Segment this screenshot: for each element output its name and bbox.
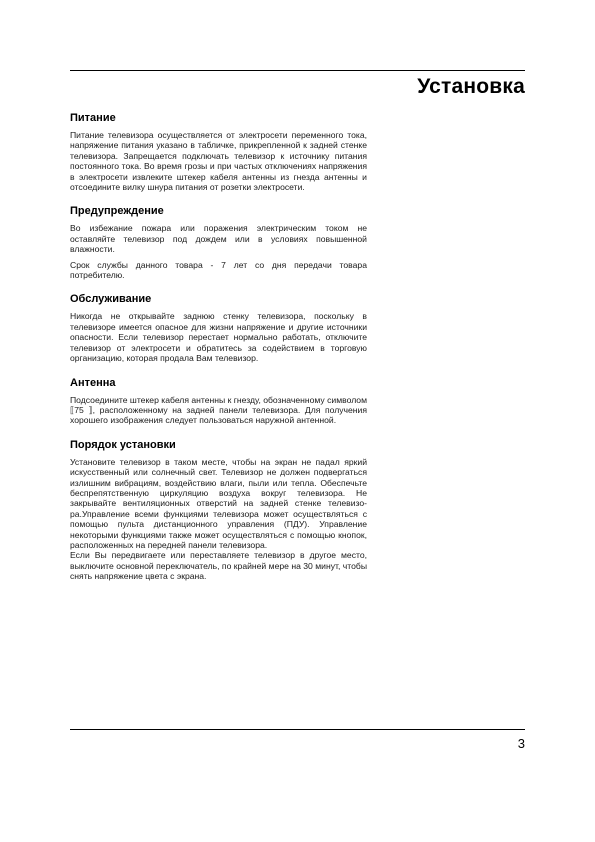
section-paragraph: Срок службы данного товара - 7 лет со дня передачи товара потребителю. <box>70 259 367 281</box>
page-number: 3 <box>517 736 525 751</box>
section-heading: Порядок установки <box>70 438 176 451</box>
section-heading: Обслуживание <box>70 293 152 306</box>
section-maintenance <box>70 293 367 363</box>
section-paragraph: Никогда не открывайте заднюю стенку телевизора, поскольку в телевизоре имеется опасное для жизни напряжение и другие источники опасности. Если телевизор перестает нормально работать, отключите телевизор от электросети и обратитесь за содействием в торговую организацию, которая продала Вам телевизор. <box>70 311 367 364</box>
title-rule <box>70 70 525 103</box>
section-paragraph: Установите телевизор в таком месте, чтобы на экран не падал яркий искусственный или солнечный свет. Телевизор не должен подвергаться излишним вибрациям, воздействию влаги, пыли или тепла. Обеспечьте беспрепятственную циркуляцию воздуха вокруг телевизора. Не закрывайте вентиляционных отверстий на задней стенке телевизо-ра.Управление всеми функциями телевизора может осуществляться с помощью пульта дистанционного управления (ПДУ). Управление некоторыми функциями также может осуществляться с помощью кнопок, расположенных на передней панели телевизора. <box>70 456 367 550</box>
section-heading: Питание <box>70 112 116 124</box>
section-paragraph: Во избежание пожара или поражения электрическим током не оставляйте телевизор под дождем или в условиях повышенной влажности. <box>70 223 367 255</box>
bottom-rule <box>70 729 525 730</box>
section-paragraph: Подсоедините штекер кабеля антенны к гнезду, обозначенному символом ⟦75 ⟧, расположенному на задней панели телевизора. Для получения хорошего изображения следует пользоваться наружной антенной. <box>70 394 367 426</box>
main-content <box>70 112 367 595</box>
section-heading: Предупреждение <box>70 205 164 218</box>
page-title: Установка <box>417 75 525 98</box>
section-warning <box>70 205 367 280</box>
section-antenna <box>70 377 367 426</box>
section-installation <box>70 439 367 582</box>
section-power <box>70 112 367 192</box>
section-paragraph: Питание телевизора осуществляется от электросети переменного тока, напряжение питания указано в табличке, прикрепленной к задней стенке телевизора. Запрещается подключать телевизор к источнику питания постоянного тока. Во время грозы и при частых отключениях напряжения в электросети извлеките штекер кабеля антенны из гнезда антенны и отсоедините вилку шнура питания от розетки электросети. <box>70 130 367 193</box>
section-heading: Антенна <box>70 376 116 389</box>
section-paragraph: Если Вы передвигаете или переставляете телевизор в другое место, выключите основной переключатель, по крайней мере на 30 минут, чтобы снять напряжение цвета с экрана. <box>70 550 367 582</box>
